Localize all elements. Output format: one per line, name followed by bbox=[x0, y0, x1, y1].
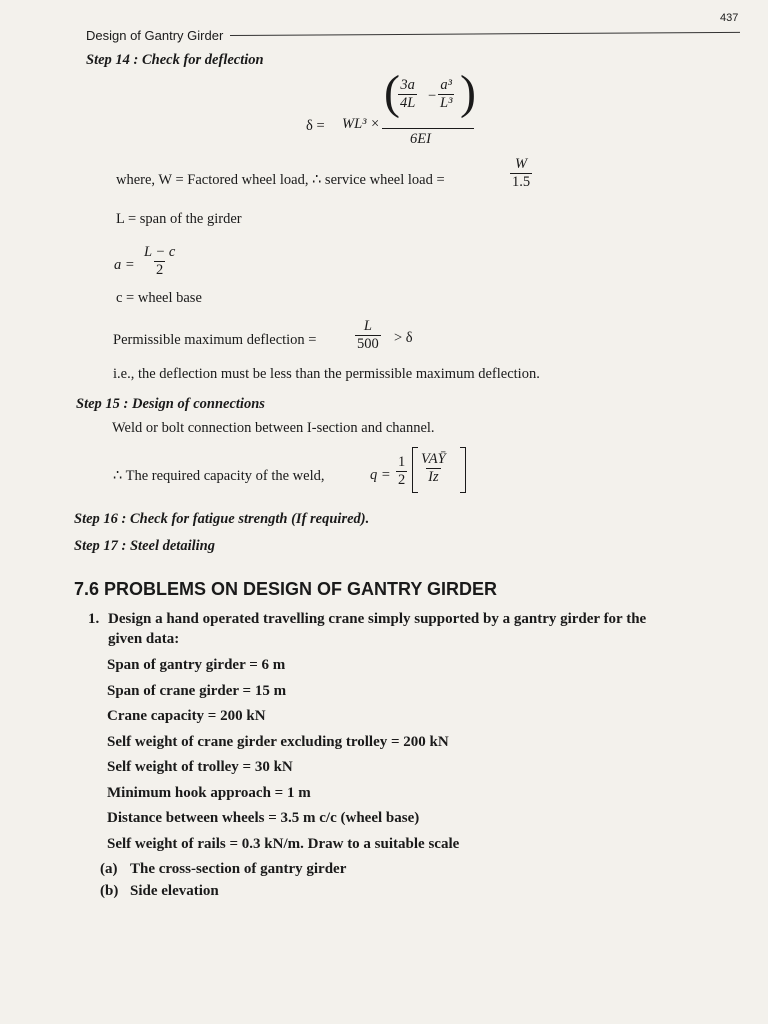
section-heading: 7.6 PROBLEMS ON DESIGN OF GANTRY GIRDER bbox=[74, 579, 498, 599]
page-number: 437 bbox=[720, 12, 739, 24]
part-text: Side elevation bbox=[130, 883, 219, 899]
deflection-denominator: 6EI bbox=[410, 131, 431, 147]
deflection-wl3: WL³ × bbox=[342, 116, 380, 132]
data-item: Self weight of crane girder excluding trolley = 200 kN bbox=[107, 734, 449, 750]
main-fraction-bar bbox=[382, 128, 474, 129]
square-bracket bbox=[412, 447, 466, 493]
deflection-lhs: δ = bbox=[306, 118, 325, 134]
part-text: The cross-section of gantry girder bbox=[130, 861, 347, 877]
data-item: Span of gantry girder = 6 m bbox=[107, 657, 286, 673]
data-item: Distance between wheels = 3.5 m c/c (wheel base) bbox=[107, 810, 420, 826]
permissible-text: Permissible maximum deflection = bbox=[113, 332, 317, 348]
left-paren: ( bbox=[384, 66, 400, 119]
data-item: Minimum hook approach = 1 m bbox=[107, 785, 311, 801]
VAY-over-Iz: VAȲ Iz bbox=[421, 451, 446, 485]
step15-heading: Step 15 : Design of connections bbox=[76, 396, 265, 412]
weld-capacity-text: ∴ The required capacity of the weld, bbox=[113, 468, 325, 484]
deflection-numerator bbox=[384, 66, 476, 127]
step14-heading: Step 14 : Check for deflection bbox=[86, 52, 264, 68]
header-rule bbox=[230, 32, 740, 36]
connection-text: Weld or bolt connection between I-section and channel. bbox=[112, 420, 435, 436]
step16-heading: Step 16 : Check for fatigue strength (If required). bbox=[74, 511, 370, 527]
q-lhs: q = bbox=[370, 467, 391, 483]
permissible-fraction: $\frac{L}{500}$ bbox=[357, 318, 379, 352]
L-definition: L = span of the girder bbox=[116, 211, 242, 227]
where-text: where, W = Factored wheel load, ∴ service wheel load = bbox=[116, 172, 445, 188]
running-header-title: Design of Gantry Girder bbox=[86, 28, 224, 43]
term-a3-L3: $\frac{\text{a³}}{\text{L³}}$ bbox=[440, 77, 453, 111]
data-item: Self weight of rails = 0.3 kN/m. Draw to a suitable scale bbox=[107, 836, 460, 852]
data-item: Self weight of trolley = 30 kN bbox=[107, 759, 293, 775]
step17-heading: Step 17 : Steel detailing bbox=[74, 538, 215, 554]
right-paren: ) bbox=[460, 66, 476, 119]
deflection-condition-text: i.e., the deflection must be less than the permissible maximum deflection. bbox=[113, 366, 540, 382]
part-label: (b) bbox=[100, 883, 119, 899]
data-item: Crane capacity = 200 kN bbox=[107, 708, 266, 724]
part-label: (a) bbox=[100, 861, 118, 877]
permissible-rhs: > δ bbox=[394, 330, 413, 346]
c-definition: c = wheel base bbox=[116, 290, 202, 306]
service-load-fraction: $\frac{W}{1.5}$ bbox=[512, 156, 531, 190]
problem-intro-line2: given data: bbox=[108, 631, 180, 647]
data-item: Span of crane girder = 15 m bbox=[107, 683, 287, 699]
minus-sign: − bbox=[428, 88, 437, 104]
a-lhs: a = bbox=[114, 257, 135, 273]
a-fraction: $\frac{L - c}{2}$ bbox=[144, 244, 176, 278]
term-3a-4L: $\frac{3a}{4L}$ bbox=[400, 77, 416, 111]
problem-intro-line1: Design a hand operated travelling crane simply supported by a gantry girder for the bbox=[108, 611, 647, 627]
problem-number: 1. bbox=[88, 611, 100, 627]
half-fraction: $\frac{1}{2}$ bbox=[398, 454, 406, 488]
